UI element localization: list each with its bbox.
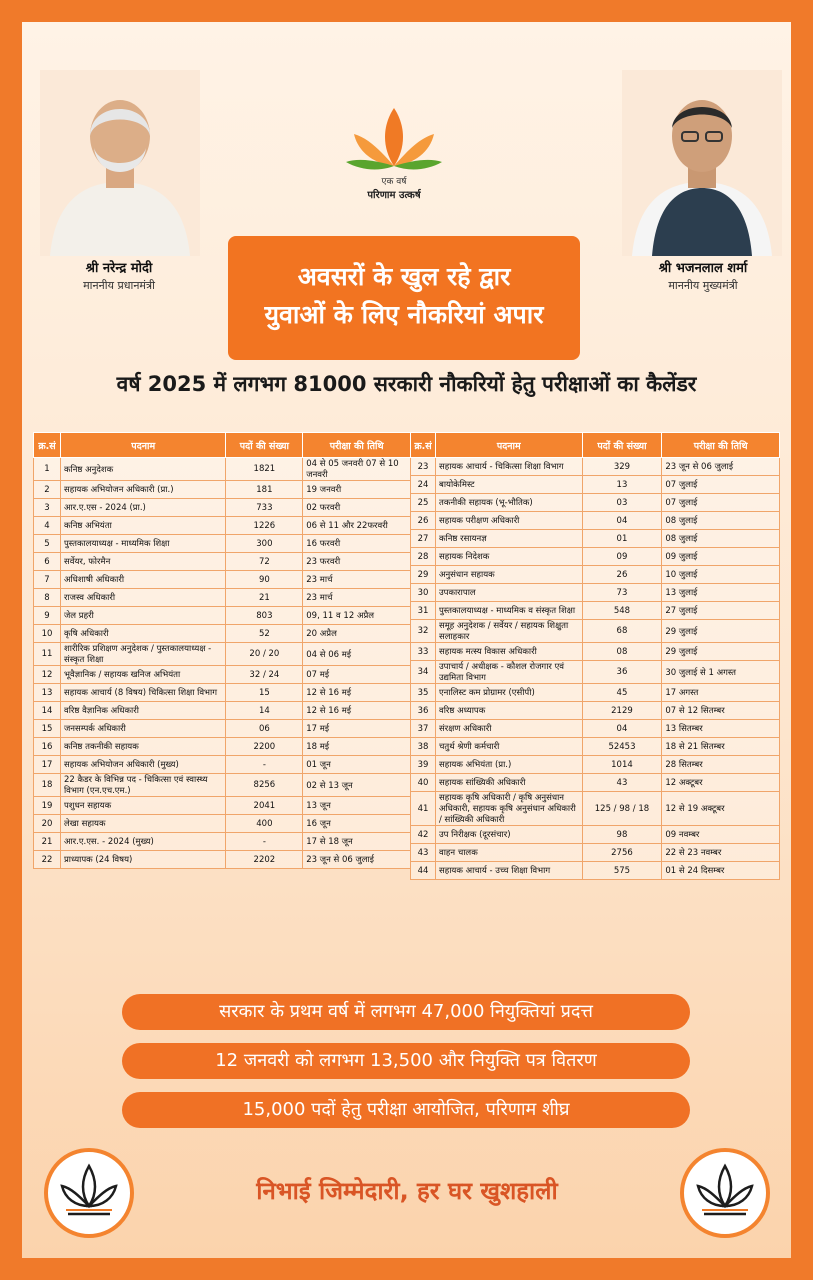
post-cell: सहायक आचार्य - उच्च शिक्षा विभाग [435, 862, 582, 880]
post-cell: पुस्तकालयाध्यक्ष - माध्यमिक शिक्षा [60, 535, 226, 553]
serial-cell: 16 [34, 738, 61, 756]
table-row [34, 571, 411, 589]
date-cell: 02 से 13 जून [303, 774, 411, 797]
table-row [411, 602, 780, 620]
count-cell: 04 [582, 512, 662, 530]
date-cell: 06 से 11 और 22फरवरी [303, 517, 411, 535]
serial-cell: 26 [411, 512, 436, 530]
post-cell: प्राध्यापक (24 विषय) [60, 851, 226, 869]
count-cell: 8256 [226, 774, 303, 797]
table-row [34, 643, 411, 666]
table-row [34, 607, 411, 625]
post-cell: सहायक अभियंता (प्रा.) [435, 756, 582, 774]
header-serial: क्र.सं [411, 433, 436, 458]
count-cell: 1226 [226, 517, 303, 535]
right-person-name: श्री भजनलाल शर्मा [658, 261, 748, 276]
serial-cell: 30 [411, 584, 436, 602]
logo-text-line1: एक वर्ष [381, 177, 407, 187]
post-cell: सहायक आचार्य (8 विषय) चिकित्सा शिक्षा विभाग [60, 684, 226, 702]
date-cell: 29 जुलाई [662, 620, 780, 643]
table-row [34, 499, 411, 517]
count-cell: 21 [226, 589, 303, 607]
count-cell: 575 [582, 862, 662, 880]
count-cell: 2202 [226, 851, 303, 869]
count-cell: 15 [226, 684, 303, 702]
serial-cell: 22 [34, 851, 61, 869]
serial-cell: 32 [411, 620, 436, 643]
count-cell: 98 [582, 826, 662, 844]
serial-cell: 12 [34, 666, 61, 684]
count-cell: 43 [582, 774, 662, 792]
post-cell: सहायक परीक्षण अधिकारी [435, 512, 582, 530]
table-row [411, 720, 780, 738]
date-cell: 23 जून से 06 जुलाई [303, 851, 411, 869]
table-row [34, 797, 411, 815]
date-cell: 12 अक्टूबर [662, 774, 780, 792]
count-cell: 90 [226, 571, 303, 589]
count-cell: 01 [582, 530, 662, 548]
table-row [34, 553, 411, 571]
header-count: पदों की संख्या [582, 433, 662, 458]
post-cell: जेल प्रहरी [60, 607, 226, 625]
date-cell: 13 सितम्बर [662, 720, 780, 738]
date-cell: 12 से 16 मई [303, 702, 411, 720]
serial-cell: 5 [34, 535, 61, 553]
table-row [34, 458, 411, 481]
table-row [34, 815, 411, 833]
date-cell: 08 जुलाई [662, 530, 780, 548]
right-person-caption [608, 258, 791, 293]
count-cell: 26 [582, 566, 662, 584]
left-person-name: श्री नरेन्द्र मोदी [85, 261, 153, 276]
serial-cell: 28 [411, 548, 436, 566]
date-cell: 23 फरवरी [303, 553, 411, 571]
table-row [34, 517, 411, 535]
lotus-emblem-icon [48, 1152, 130, 1234]
date-cell: 28 सितम्बर [662, 756, 780, 774]
exam-table-right [410, 432, 780, 880]
date-cell: 19 जनवरी [303, 481, 411, 499]
serial-cell: 17 [34, 756, 61, 774]
date-cell: 30 जुलाई से 1 अगस्त [662, 661, 780, 684]
post-cell: सहायक कृषि अधिकारी / कृषि अनुसंधान अधिकारी, सहायक कृषि अनुसंधान अधिकारी / सांख्यिकी अधिकारी [435, 792, 582, 826]
footer-slogan: निभाई जिम्मेदारी, हर घर खुशहाली [256, 1177, 558, 1205]
serial-cell: 8 [34, 589, 61, 607]
serial-cell: 4 [34, 517, 61, 535]
date-cell: 10 जुलाई [662, 566, 780, 584]
table-row [411, 458, 780, 476]
serial-cell: 13 [34, 684, 61, 702]
count-cell: 72 [226, 553, 303, 571]
header-count: पदों की संख्या [226, 433, 303, 458]
date-cell: 17 मई [303, 720, 411, 738]
serial-cell: 20 [34, 815, 61, 833]
lotus-icon [344, 104, 444, 174]
count-cell: 1821 [226, 458, 303, 481]
table-row [34, 666, 411, 684]
header-post: पदनाम [60, 433, 226, 458]
logo-text-line2: परिणाम उत्कर्ष [367, 190, 421, 201]
count-cell: 45 [582, 684, 662, 702]
post-cell: पुस्तकालयाध्यक्ष - माध्यमिक व संस्कृत शिक्षा [435, 602, 582, 620]
date-cell: 09 नवम्बर [662, 826, 780, 844]
count-cell: 32 / 24 [226, 666, 303, 684]
date-cell: 12 से 16 मई [303, 684, 411, 702]
post-cell: उपकारापाल [435, 584, 582, 602]
post-cell: एनालिस्ट कम प्रोग्रामर (एसीपी) [435, 684, 582, 702]
table-row [411, 738, 780, 756]
table-row [34, 833, 411, 851]
date-cell: 07 जुलाई [662, 476, 780, 494]
count-cell: 20 / 20 [226, 643, 303, 666]
serial-cell: 25 [411, 494, 436, 512]
table-row [34, 851, 411, 869]
lotus-emblem-icon [684, 1152, 766, 1234]
post-cell: कनिष्ठ रसायनज्ञ [435, 530, 582, 548]
count-cell: 125 / 98 / 18 [582, 792, 662, 826]
count-cell: - [226, 756, 303, 774]
serial-cell: 42 [411, 826, 436, 844]
table-row [34, 702, 411, 720]
count-cell: 548 [582, 602, 662, 620]
serial-cell: 21 [34, 833, 61, 851]
date-cell: 18 से 21 सितम्बर [662, 738, 780, 756]
serial-cell: 23 [411, 458, 436, 476]
post-cell: आर.ए.एस. - 2024 (मुख्य) [60, 833, 226, 851]
date-cell: 04 से 06 मई [303, 643, 411, 666]
date-cell: 07 मई [303, 666, 411, 684]
table-header-row [411, 433, 780, 458]
serial-cell: 43 [411, 844, 436, 862]
post-cell: लेखा सहायक [60, 815, 226, 833]
lotus-emblem-right [680, 1148, 770, 1238]
post-cell: तकनीकी सहायक (भू-भौतिक) [435, 494, 582, 512]
date-cell: 13 जून [303, 797, 411, 815]
serial-cell: 14 [34, 702, 61, 720]
right-portrait-photo [622, 70, 782, 256]
post-cell: राजस्व अधिकारी [60, 589, 226, 607]
table-row [411, 643, 780, 661]
table-row [411, 512, 780, 530]
table-row [411, 494, 780, 512]
serial-cell: 39 [411, 756, 436, 774]
serial-cell: 38 [411, 738, 436, 756]
serial-cell: 19 [34, 797, 61, 815]
serial-cell: 18 [34, 774, 61, 797]
table-row [34, 738, 411, 756]
serial-cell: 3 [34, 499, 61, 517]
count-cell: 2129 [582, 702, 662, 720]
table-row [411, 826, 780, 844]
highlight-pill-appointments: सरकार के प्रथम वर्ष में लगभग 47,000 नियुक्तियां प्रदत्त [122, 994, 690, 1030]
serial-cell: 2 [34, 481, 61, 499]
serial-cell: 9 [34, 607, 61, 625]
date-cell: 23 जून से 06 जुलाई [662, 458, 780, 476]
table-row [411, 756, 780, 774]
post-cell: सहायक आचार्य - चिकित्सा शिक्षा विभाग [435, 458, 582, 476]
table-row [411, 792, 780, 826]
date-cell: 12 से 19 अक्टूबर [662, 792, 780, 826]
count-cell: 09 [582, 548, 662, 566]
count-cell: 2041 [226, 797, 303, 815]
lotus-logo [334, 104, 454, 214]
post-cell: सर्वेयर, फोरमैन [60, 553, 226, 571]
date-cell: 09 जुलाई [662, 548, 780, 566]
post-cell: कनिष्ठ तकनीकी सहायक [60, 738, 226, 756]
serial-cell: 36 [411, 702, 436, 720]
serial-cell: 44 [411, 862, 436, 880]
post-cell: शारीरिक प्रशिक्षण अनुदेशक / पुस्तकालयाध्यक्ष - संस्कृत शिक्षा [60, 643, 226, 666]
table-row [411, 702, 780, 720]
post-cell: पशुधन सहायक [60, 797, 226, 815]
count-cell: 2200 [226, 738, 303, 756]
date-cell: 09, 11 व 12 अप्रैल [303, 607, 411, 625]
post-cell: जनसम्पर्क अधिकारी [60, 720, 226, 738]
serial-cell: 6 [34, 553, 61, 571]
post-cell: वरिष्ठ वैज्ञानिक अधिकारी [60, 702, 226, 720]
table-row [34, 481, 411, 499]
serial-cell: 27 [411, 530, 436, 548]
header-date: परीक्षा की तिथि [662, 433, 780, 458]
post-cell: कनिष्ठ अभियंता [60, 517, 226, 535]
table-row [34, 774, 411, 797]
table-row [411, 530, 780, 548]
table-row [34, 684, 411, 702]
date-cell: 18 मई [303, 738, 411, 756]
serial-cell: 29 [411, 566, 436, 584]
count-cell: 1014 [582, 756, 662, 774]
table-row [411, 844, 780, 862]
date-cell: 17 अगस्त [662, 684, 780, 702]
serial-cell: 11 [34, 643, 61, 666]
table-row [411, 774, 780, 792]
post-cell: चतुर्थ श्रेणी कर्मचारी [435, 738, 582, 756]
header-date: परीक्षा की तिथि [303, 433, 411, 458]
count-cell: 2756 [582, 844, 662, 862]
date-cell: 22 से 23 नवम्बर [662, 844, 780, 862]
count-cell: 13 [582, 476, 662, 494]
count-cell: 803 [226, 607, 303, 625]
post-cell: संरक्षण अधिकारी [435, 720, 582, 738]
date-cell: 07 से 12 सितम्बर [662, 702, 780, 720]
count-cell: - [226, 833, 303, 851]
date-cell: 20 अप्रैल [303, 625, 411, 643]
post-cell: सहायक अभियोजन अधिकारी (प्रा.) [60, 481, 226, 499]
count-cell: 36 [582, 661, 662, 684]
highlight-pill-letters: 12 जनवरी को लगभग 13,500 और नियुक्ति पत्र वितरण [122, 1043, 690, 1079]
serial-cell: 34 [411, 661, 436, 684]
table-row [34, 625, 411, 643]
count-cell: 03 [582, 494, 662, 512]
serial-cell: 15 [34, 720, 61, 738]
highlight-pill-exams: 15,000 पदों हेतु परीक्षा आयोजित, परिणाम शीघ्र [122, 1092, 690, 1128]
serial-cell: 33 [411, 643, 436, 661]
date-cell: 01 जून [303, 756, 411, 774]
post-cell: उपाचार्य / अधीक्षक - कौशल रोजगार एवं उद्यमिता विभाग [435, 661, 582, 684]
post-cell: भूवैज्ञानिक / सहायक खनिज अभियंता [60, 666, 226, 684]
headline-banner [228, 236, 580, 360]
calendar-title: वर्ष 2025 में लगभग 81000 सरकारी नौकरियों हेतु परीक्षाओं का कैलेंडर [116, 372, 697, 396]
post-cell: बायोकेमिस्ट [435, 476, 582, 494]
count-cell: 300 [226, 535, 303, 553]
table-row [411, 862, 780, 880]
date-cell: 17 से 18 जून [303, 833, 411, 851]
count-cell: 733 [226, 499, 303, 517]
post-cell: वाहन चालक [435, 844, 582, 862]
table-row [34, 535, 411, 553]
table-row [34, 589, 411, 607]
count-cell: 400 [226, 815, 303, 833]
date-cell: 07 जुलाई [662, 494, 780, 512]
count-cell: 52 [226, 625, 303, 643]
left-portrait-photo [40, 70, 200, 256]
count-cell: 52453 [582, 738, 662, 756]
serial-cell: 31 [411, 602, 436, 620]
date-cell: 16 जून [303, 815, 411, 833]
left-person-caption [24, 258, 214, 293]
table-row [411, 684, 780, 702]
date-cell: 13 जुलाई [662, 584, 780, 602]
table-row [411, 661, 780, 684]
serial-cell: 35 [411, 684, 436, 702]
post-cell: सहायक अभियोजन अधिकारी (मुख्य) [60, 756, 226, 774]
post-cell: उप निरीक्षक (दूरसंचार) [435, 826, 582, 844]
post-cell: सहायक सांख्यिकी अधिकारी [435, 774, 582, 792]
count-cell: 06 [226, 720, 303, 738]
right-person-role: माननीय मुख्यमंत्री [668, 279, 738, 292]
post-cell: वरिष्ठ अध्यापक [435, 702, 582, 720]
left-person-role: माननीय प्रधानमंत्री [83, 279, 155, 292]
count-cell: 329 [582, 458, 662, 476]
header-serial: क्र.सं [34, 433, 61, 458]
table-row [34, 756, 411, 774]
table-header-row [34, 433, 411, 458]
serial-cell: 1 [34, 458, 61, 481]
post-cell: अधिशाषी अधिकारी [60, 571, 226, 589]
table-row [411, 548, 780, 566]
serial-cell: 40 [411, 774, 436, 792]
table-row [411, 584, 780, 602]
lotus-emblem-left [44, 1148, 134, 1238]
post-cell: कनिष्ठ अनुदेशक [60, 458, 226, 481]
date-cell: 29 जुलाई [662, 643, 780, 661]
date-cell: 01 से 24 दिसम्बर [662, 862, 780, 880]
date-cell: 16 फरवरी [303, 535, 411, 553]
post-cell: सहायक निदेशक [435, 548, 582, 566]
date-cell: 23 मार्च [303, 589, 411, 607]
count-cell: 181 [226, 481, 303, 499]
count-cell: 68 [582, 620, 662, 643]
date-cell: 04 से 05 जनवरी 07 से 10 जनवरी [303, 458, 411, 481]
serial-cell: 37 [411, 720, 436, 738]
serial-cell: 7 [34, 571, 61, 589]
count-cell: 04 [582, 720, 662, 738]
table-row [34, 720, 411, 738]
post-cell: आर.ए.एस - 2024 (प्रा.) [60, 499, 226, 517]
date-cell: 27 जुलाई [662, 602, 780, 620]
count-cell: 73 [582, 584, 662, 602]
serial-cell: 24 [411, 476, 436, 494]
serial-cell: 10 [34, 625, 61, 643]
post-cell: कृषि अधिकारी [60, 625, 226, 643]
table-row [411, 476, 780, 494]
header-post: पदनाम [435, 433, 582, 458]
post-cell: सहायक मत्स्य विकास अधिकारी [435, 643, 582, 661]
date-cell: 23 मार्च [303, 571, 411, 589]
headline-line2: युवाओं के लिए नौकरियां अपार [264, 300, 544, 329]
poster [22, 22, 791, 1258]
exam-table-left [33, 432, 411, 869]
table-row [411, 566, 780, 584]
headline-line1: अवसरों के खुल रहे द्वार [297, 262, 511, 291]
date-cell: 08 जुलाई [662, 512, 780, 530]
count-cell: 08 [582, 643, 662, 661]
post-cell: समूह अनुदेशक / सर्वेयर / सहायक शिक्षुता सलाहकार [435, 620, 582, 643]
post-cell: अनुसंधान सहायक [435, 566, 582, 584]
count-cell: 14 [226, 702, 303, 720]
date-cell: 02 फरवरी [303, 499, 411, 517]
serial-cell: 41 [411, 792, 436, 826]
post-cell: 22 कैडर के विभिन्न पद - चिकित्सा एवं स्वास्थ्य विभाग (एन.एच.एम.) [60, 774, 226, 797]
table-row [411, 620, 780, 643]
